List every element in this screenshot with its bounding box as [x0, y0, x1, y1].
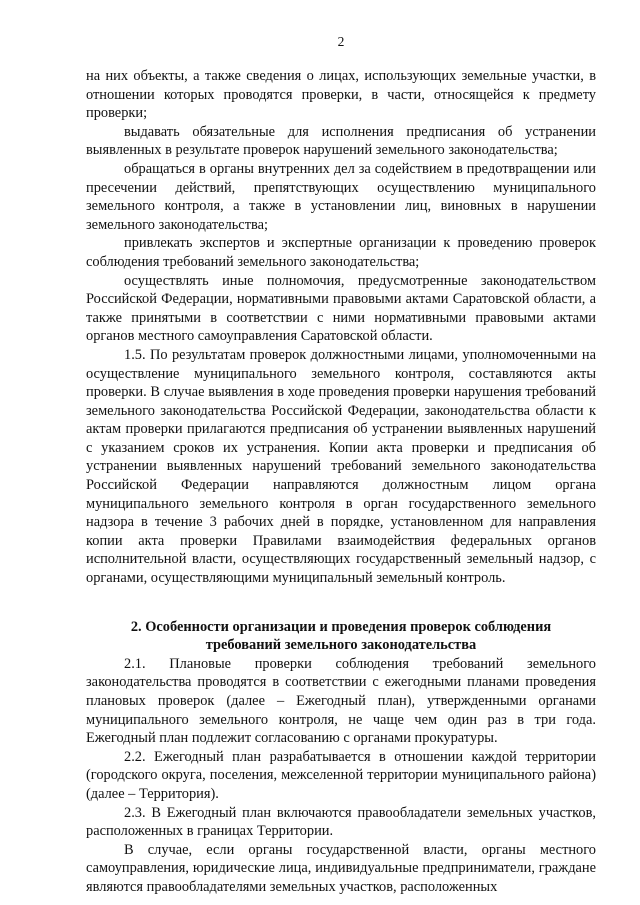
paragraph: обращаться в органы внутренних дел за содействием в предотвращении или пресечении действий, препятствующих осуществлению муниципального земельного контроля, а также в установлении лиц, виновных в нарушении земельного законодательства;: [86, 160, 596, 233]
paragraph: 2.3. В Ежегодный план включаются правообладатели земельных участков, расположенных в границах Территории.: [86, 804, 596, 840]
page-number: 2: [337, 34, 345, 49]
paragraph: 2.1. Плановые проверки соблюдения требований земельного законодательства проводятся в соответствии с ежегодными планами проведения плановых проверок (далее – Ежегодный план), утвержденными органами муниципального земельного контроля, не чаще чем один раз в три года. Ежегодный план подлежит согласованию с органами прокуратуры.: [86, 655, 596, 747]
paragraph: В случае, если органы государственной власти, органы местного самоуправления, юридические лица, индивидуальные предприниматели, граждане являются правообладателями земельных участков, расположенных: [86, 841, 596, 895]
section-2-body: [86, 655, 596, 897]
paragraph: 2.2. Ежегодный план разрабатывается в отношении каждой территории (городского округа, поселения, межселенной территории муниципального района) (далее – Территория).: [86, 748, 596, 802]
section-1-body: [86, 67, 596, 588]
paragraph: выдавать обязательные для исполнения предписания об устранении выявленных в результате проверок нарушений земельного законодательства;: [86, 123, 596, 159]
section-2-heading-line-2: требований земельного законодательства: [205, 637, 477, 654]
section-2-heading-line-1: 2. Особенности организации и проведения проверок соблюдения: [130, 618, 552, 635]
paragraph: осуществлять иные полномочия, предусмотренные законодательством Российской Федерации, нормативными правовыми актами Саратовской области, а также принятыми в соответствии с ними нормативными правовыми актами органов местного самоуправления Саратовской области.: [86, 272, 596, 345]
paragraph: на них объекты, а также сведения о лицах, использующих земельные участки, в отношении которых проводятся проверки, в части, относящейся к предмету проверки;: [86, 68, 596, 122]
paragraph: 1.5. По результатам проверок должностными лицами, уполномоченными на осуществление муниципального земельного контроля, составляются акты проверки. В случае выявления в ходе проведения проверки нарушения требований земельного законодательства Российской Федерации, законодательства области к актам проверки прилагаются предписания об устранении выявленных нарушений с указанием сроков их устранения. Копии акта проверки и предписания об устранении выявленных нарушений требований земельного законодательства Российской Федерации направляются должностным лицом органа муниципального земельного контроля в орган государственного земельного надзора в течение 3 рабочих дней в порядке, установленном для направления копии акта проверки Правилами взаимодействия федеральных органов исполнительной власти, осуществляющих государственный земельный надзор, с органами, осуществляющими муниципальный земельный контроль.: [86, 346, 596, 587]
section-2-heading: [86, 618, 596, 655]
paragraph: привлекать экспертов и экспертные организации к проведению проверок соблюдения требований земельного законодательства;: [86, 235, 596, 270]
